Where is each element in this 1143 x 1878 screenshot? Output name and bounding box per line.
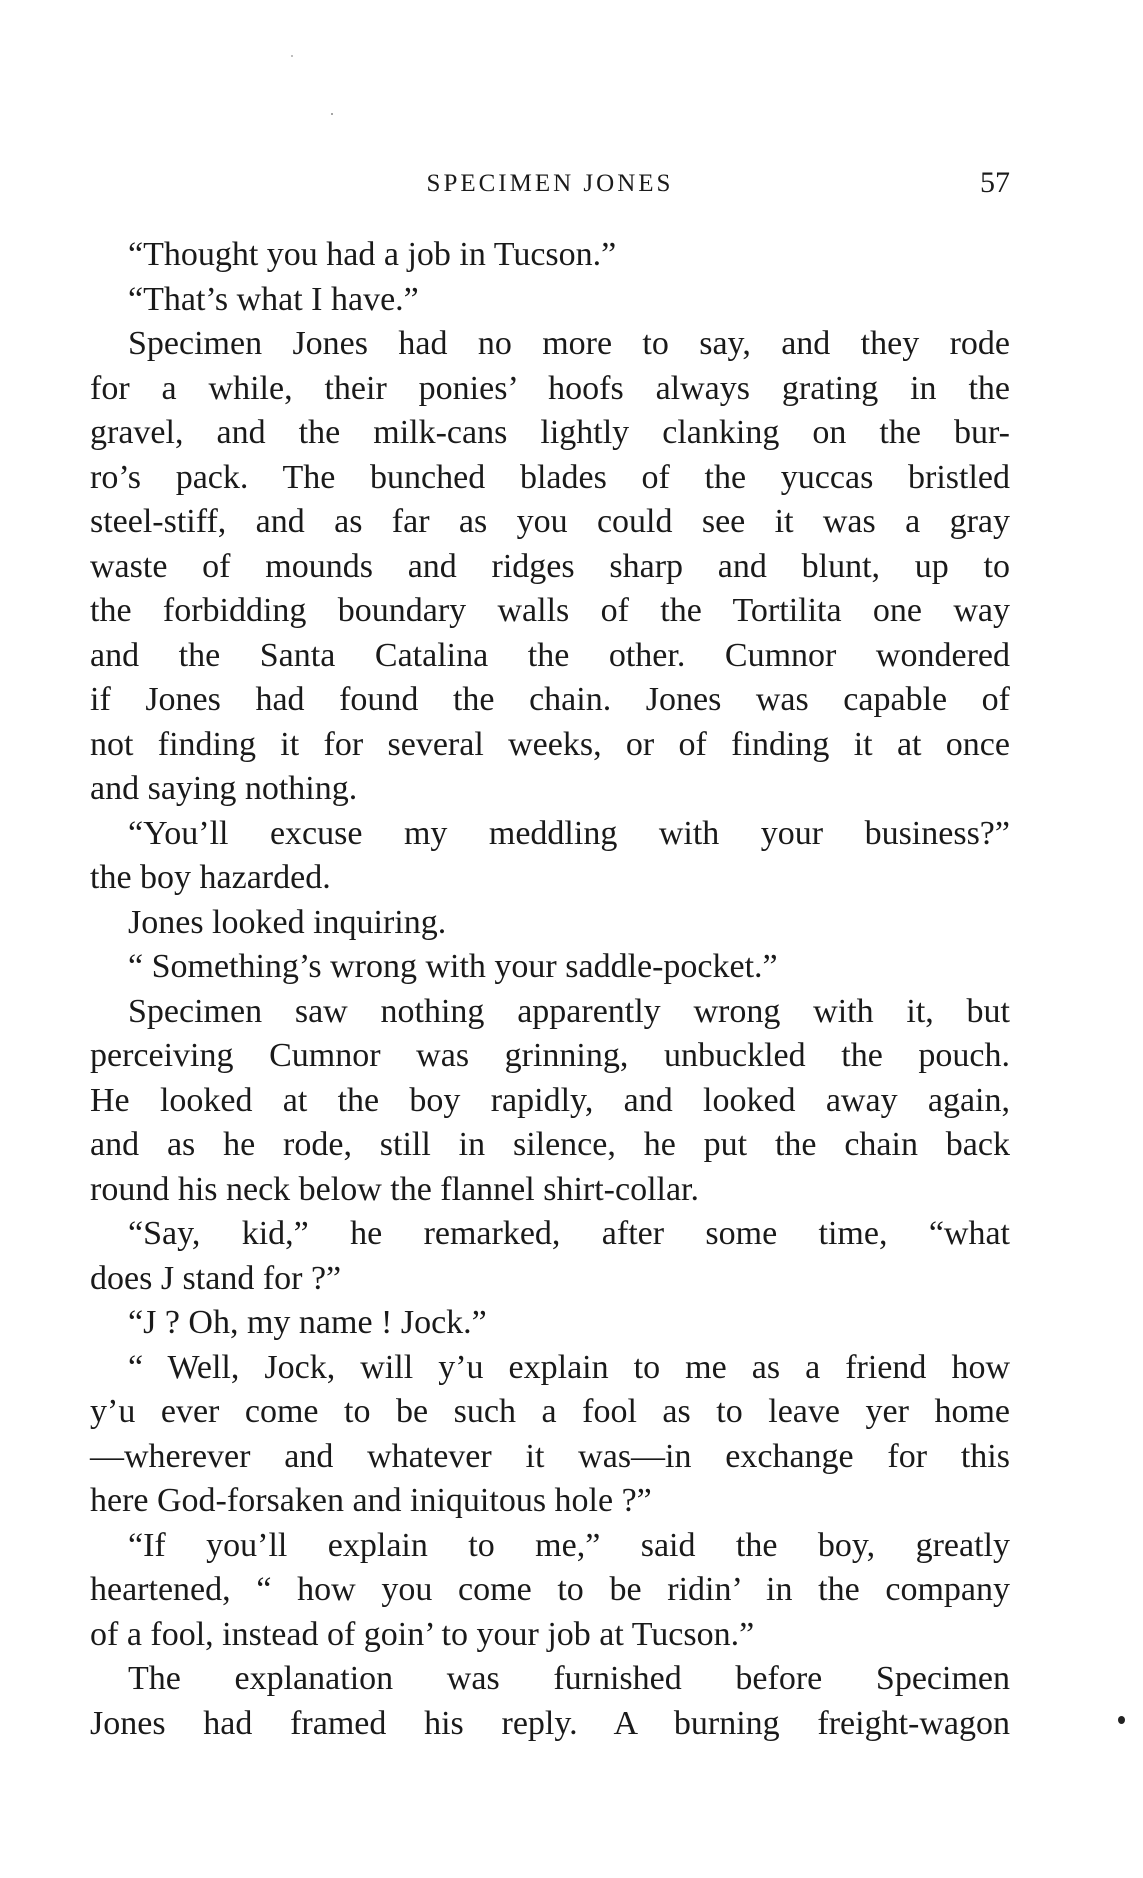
running-title: SPECIMEN JONES <box>426 170 674 197</box>
text-line: heartened, “ how you come to be ridin’ in the company <box>90 1571 1010 1608</box>
text-line: the forbidding boundary walls of the Tortilita one way <box>90 592 1010 629</box>
scan-speck <box>291 55 293 57</box>
text-line: if Jones had found the chain. Jones was capable of <box>90 681 1010 718</box>
text-line: does J stand for ?” <box>90 1259 342 1297</box>
text-line: not finding it for several weeks, or of finding it at once <box>90 725 1010 763</box>
text-line: Specimen saw nothing apparently wrong with it, but <box>128 992 1010 1030</box>
page-number: 57 <box>980 166 1010 199</box>
text-line: and saying nothing. <box>90 770 358 807</box>
text-line: of a fool, instead of goin’ to your job at Tucson.” <box>90 1615 755 1653</box>
text-line: —wherever and whatever it was—in exchange for this <box>90 1437 1010 1475</box>
text-line: ro’s pack. The bunched blades of the yuccas bristled <box>90 458 1010 496</box>
text-line: “If you’ll explain to me,” said the boy, greatly <box>128 1526 1010 1564</box>
scan-speck <box>331 113 333 115</box>
text-line: the boy hazarded. <box>90 859 331 896</box>
running-head <box>90 166 1010 206</box>
text-line: Jones had framed his reply. A burning freight-wagon <box>90 1704 1010 1742</box>
body-text <box>90 233 1010 1746</box>
text-line: “That’s what I have.” <box>128 280 419 318</box>
text-line: The explanation was furnished before Specimen <box>128 1660 1010 1697</box>
text-line: and the Santa Catalina the other. Cumnor wondered <box>90 636 1010 674</box>
text-line: perceiving Cumnor was grinning, unbuckled the pouch. <box>90 1037 1010 1074</box>
text-line: “ Something’s wrong with your saddle-pocket.” <box>128 948 778 985</box>
text-line: waste of mounds and ridges sharp and blunt, up to <box>90 547 1010 585</box>
text-line: for a while, their ponies’ hoofs always grating in the <box>90 369 1010 407</box>
text-line: Specimen Jones had no more to say, and they rode <box>128 325 1010 362</box>
text-line: “You’ll excuse my meddling with your business?” <box>128 814 1010 852</box>
text-line: y’u ever come to be such a fool as to leave yer home <box>90 1393 1010 1430</box>
text-line: gravel, and the milk-cans lightly clanking on the bur- <box>90 414 1010 451</box>
text-line: here God-forsaken and iniquitous hole ?” <box>90 1482 652 1519</box>
scan-speck <box>1118 1716 1125 1724</box>
text-line: and as he rode, still in silence, he put the chain back <box>90 1126 1010 1163</box>
text-line: “ Well, Jock, will y’u explain to me as a friend how <box>128 1348 1010 1386</box>
text-line: steel-stiff, and as far as you could see it was a gray <box>90 503 1010 540</box>
text-line: “Say, kid,” he remarked, after some time, “what <box>128 1215 1010 1252</box>
text-line: He looked at the boy rapidly, and looked away again, <box>90 1081 1010 1119</box>
text-line: round his neck below the flannel shirt-collar. <box>90 1170 699 1208</box>
text-line: “Thought you had a job in Tucson.” <box>128 236 617 273</box>
text-line: “J ? Oh, my name ! Jock.” <box>128 1304 487 1341</box>
text-line: Jones looked inquiring. <box>128 903 447 941</box>
